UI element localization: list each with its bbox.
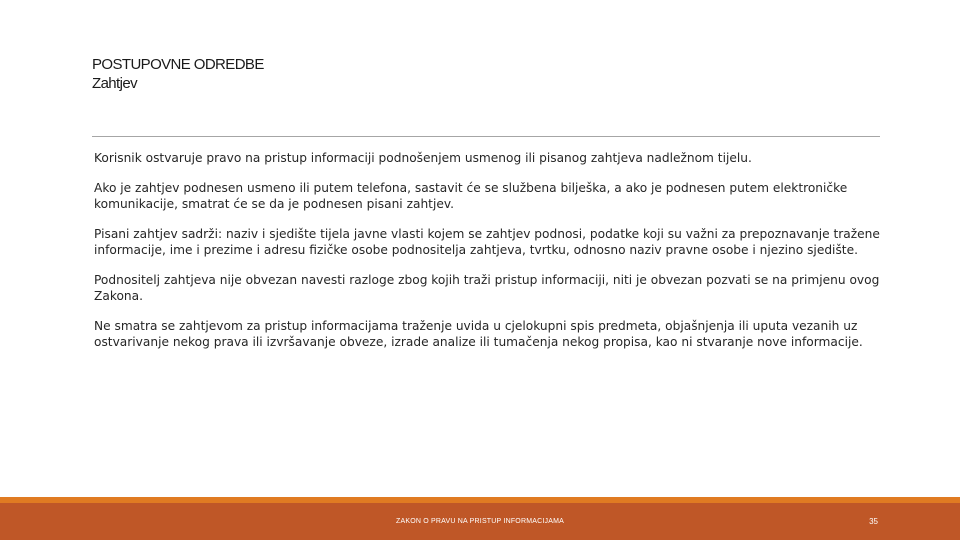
paragraph-2: Ako je zahtjev podnesen usmeno ili putem telefona, sastavit će se službena bilješka, a ako je podnesen putem elektroničke komunikacije, smatrat će se da je podnesen pisani zahtjev. [94, 180, 848, 211]
title-line-1: POSTUPOVNE ODREDBE [92, 56, 264, 73]
paragraph-3: Pisani zahtjev sadrži: naziv i sjedište tijela javne vlasti kojem se zahtjev podnosi, podatke koji su važni za prepoznavanje tražene informacije, ime i prezime i adresu fizičke osobe podnositelja zahtjeva, tvrtku, odnosno naziv pravne osobe i njezino sjedište. [94, 226, 880, 257]
page-number: 35 [869, 517, 878, 526]
title-line-2: Zahtjev [92, 75, 137, 92]
slide-title [92, 55, 264, 93]
paragraph-5: Ne smatra se zahtjevom za pristup informacijama traženje uvida u cjelokupni spis predmeta, objašnjenja ili uputa vezanih uz ostvarivanje nekog prava ili izvršavanje obveze, izrade analize ili tumačenja nekog propisa, kao ni stvaranje nove informacije. [94, 318, 863, 349]
footer-band [0, 503, 960, 540]
paragraph-4: Podnositelj zahtjeva nije obvezan navesti razloge zbog kojih traži pristup informaciji, niti je obvezan pozvati se na primjenu ovog Zakona. [94, 272, 880, 303]
paragraph-1: Korisnik ostvaruje pravo na pristup informaciji podnošenjem usmenog ili pisanog zahtjeva nadležnom tijelu. [94, 151, 752, 165]
title-divider [92, 136, 880, 137]
slide-body [94, 150, 880, 364]
footer-text: ZAKON O PRAVU NA PRISTUP INFORMACIJAMA [396, 518, 564, 525]
